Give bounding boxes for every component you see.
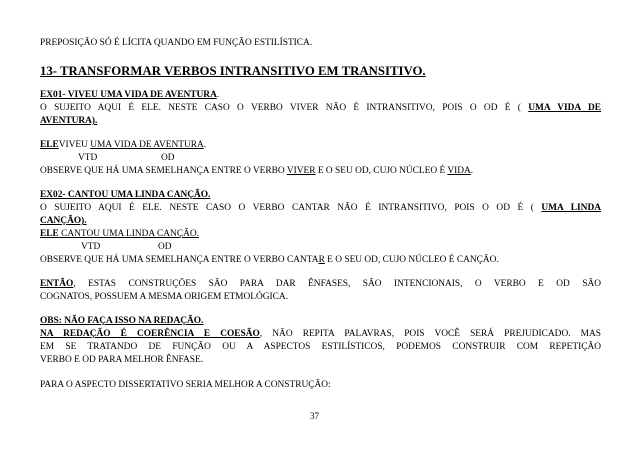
ex01-example [40,139,206,151]
ex01-obs-text2: E O SEU OD, CUJO NÚCLEO É [315,166,448,176]
ex01-od-highlight: UMA VIDA DE [528,103,601,113]
entao-line2: COGNATOS, POSSUEM A MESMA ORIGEM ETMOLÓGICA. [40,292,289,302]
ex01-title: EX01- VIVEU UMA VIDA DE AVENTURA [40,90,217,100]
ex01-example-subject: ELE [40,140,59,150]
ex02-para-line1 [40,202,601,214]
obs-coherence: NA REDAÇÃO É COERÊNCIA E COESÃO [40,329,260,339]
entao-text: , ESTAS CONSTRUÇÕES SÃO PARA DAR ÊNFASES, SÃO INTENCIONAIS, O VERBO E OD SÃO [73,279,601,289]
ex01-obs-end: . [470,166,474,176]
obs-title: OBS: NÃO FAÇA ISSO NA REDAÇÃO. [40,316,204,326]
ex01-vtd-label: VTD [78,153,98,163]
ex02-obs-verb: CANTA [287,255,319,265]
obs-line1 [40,328,601,340]
ex02-vtd-label: VTD [81,242,101,252]
ex02-para-line2: CANÇÃO). [40,216,87,226]
ex01-example-object: UMA VIDA DE AVENTURA [90,140,204,150]
obs-line3: VERBO E OD PARA MELHOR ÊNFASE. [40,355,204,365]
ex02-example-subject: ELE [40,229,59,239]
ex01-example-verb: VIVEU [58,140,91,150]
ex01-para-line2: AVENTURA). [40,116,98,126]
entao-line1 [40,278,601,290]
ex01-para-line1 [40,102,601,114]
obs-line2: EM SE TRATANDO DE FUNÇÃO OU A ASPECTOS ESTILÍSTICOS, PODEMOS CONSTRUIR COM REPETIÇÃO [40,342,601,352]
ex02-obs-verb-underlined: R [318,255,325,265]
ex01-title-line [40,89,219,101]
section-heading: 13- TRANSFORMAR VERBOS INTRANSITIVO EM TRANSITIVO. [40,64,426,78]
closing-line: PARA O ASPECTO DISSERTATIVO SERIA MELHOR A CONSTRUÇÃO: [40,380,331,390]
ex01-obs-verb: VIVER [286,166,316,176]
ex02-example-rest: CANTOU UMA LINDA CANÇÃO. [58,229,199,239]
ex01-para-text: O SUJEITO AQUI É ELE. NESTE CASO O VERBO VIVER NÃO É INTRANSITIVO, POIS O OD É ( [40,103,529,113]
ex01-obs-text: OBSERVE QUE HÁ UMA SEMELHANÇA ENTRE O VERBO [40,166,287,176]
ex02-example [40,228,199,240]
ex01-title-end: . [216,90,220,100]
intro-line: PREPOSIÇÃO SÓ É LÍCITA QUANDO EM FUNÇÃO ESTILÍSTICA. [40,38,313,48]
ex02-title: EX02- CANTOU UMA LINDA CANÇÃO. [40,190,211,200]
ex01-obs-noun: VIDA [447,166,471,176]
ex01-od-label: OD [161,153,175,163]
ex01-observation [40,165,473,177]
ex02-para-text: O SUJEITO AQUI É ELE. NESTE CASO O VERBO CANTAR NÃO É INTRANSITIVO, POIS O OD É ( [40,203,542,213]
ex02-od-highlight: UMA LINDA [541,203,601,213]
ex02-od-label: OD [158,242,172,252]
page-number: 37 [310,411,319,421]
ex02-obs-text2: E O SEU OD, CUJO NÚCLEO É CANÇÃO. [324,255,499,265]
obs-line1-text: , NÃO REPITA PALAVRAS, POIS VOCÊ SERÁ PREJUDICADO. MAS [259,329,601,339]
ex02-observation [40,254,499,266]
ex01-example-end: . [203,140,207,150]
ex02-obs-text: OBSERVE QUE HÁ UMA SEMELHANÇA ENTRE O VERBO [40,255,288,265]
entao-word: ENTÃO [40,279,74,289]
